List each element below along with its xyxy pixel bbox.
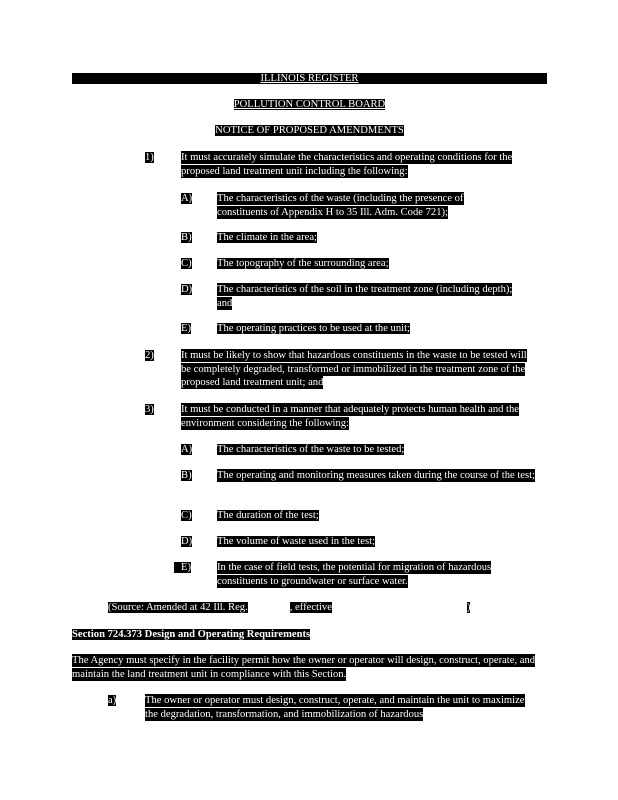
item-3C-text: The duration of the test;	[217, 510, 319, 521]
register-header-bar	[72, 73, 547, 84]
item-1D-text: The characteristics of the soil in the treatment zone (including depth); and	[217, 284, 513, 309]
item-1B-number: B)	[181, 232, 192, 243]
item-1E-text: The operating practices to be used at the unit;	[217, 323, 410, 334]
item-1C-number: C)	[181, 258, 192, 269]
item-2-number: 2)	[145, 350, 154, 361]
item-1A-number: A)	[181, 193, 193, 204]
item-3E-text: In the case of field tests, the potential for migration of hazardous constituents to groundwater or surface water.	[217, 562, 492, 587]
board-title-row	[72, 98, 547, 112]
section-body: The Agency must specify in the facility permit how the owner or operator will design, construct, operate, and maintain the land treatment unit in compliance with this Section.	[72, 655, 536, 680]
item-3-number: 3)	[145, 404, 154, 415]
item-3-text: It must be conducted in a manner that adequately protects human health and the environment considering the following:	[181, 404, 520, 429]
item-1C-text: The topography of the surrounding area;	[217, 258, 389, 269]
item-a-text: The owner or operator must design, construct, operate, and maintain the unit to maximize the degradation, transformation, and immobilization of hazardous	[145, 695, 525, 720]
register-title: ILLINOIS REGISTER	[260, 73, 359, 84]
notice-title: NOTICE OF PROPOSED AMENDMENTS	[215, 125, 404, 136]
item-3D-number: D)	[181, 536, 193, 547]
item-a-number: a)	[108, 695, 117, 706]
item-1-number: 1)	[145, 152, 154, 163]
item-1D-number: D)	[181, 284, 193, 295]
item-3A-text: The characteristics of the waste to be tested;	[217, 444, 405, 455]
item-1-text: It must accurately simulate the characteristics and operating conditions for the proposed land treatment unit including the following:	[181, 152, 513, 177]
item-3C-number: C)	[181, 510, 192, 521]
item-3E-number: E)	[174, 561, 191, 575]
item-3A-number: A)	[181, 444, 193, 455]
item-3D-text: The volume of waste used in the test;	[217, 536, 375, 547]
item-1E-number: E)	[181, 323, 191, 334]
notice-title-row	[72, 124, 547, 138]
section-heading: Section 724.373 Design and Operating Requirements	[72, 629, 311, 640]
item-3B-text: The operating and monitoring measures taken during the course of the test;	[217, 470, 536, 481]
board-title: POLLUTION CONTROL BOARD	[233, 99, 386, 110]
item-1B-text: The climate in the area;	[217, 232, 317, 243]
source-line: (Source: Amended at 42 Ill. Reg. , effective )	[108, 602, 471, 613]
item-2-text: It must be likely to show that hazardous constituents in the waste to be tested will be completely degraded, transformed or immobilized in the treatment zone of the proposed land treatment unit; and	[181, 350, 527, 388]
item-1A-text: The characteristics of the waste (including the presence of constituents of Appendix H to 35 Ill. Adm. Code 721);	[217, 193, 464, 218]
item-3B-number: B)	[181, 470, 192, 481]
